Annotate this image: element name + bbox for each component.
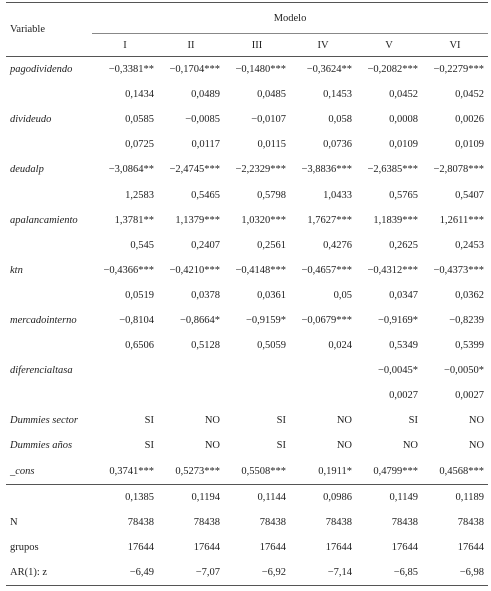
table-cell: 0,5349	[389, 340, 418, 352]
table-cell: 1,2611***	[439, 214, 485, 226]
table-cell: 0,0361	[257, 289, 286, 301]
table-cell: 1,1379***	[175, 214, 220, 226]
table-cell: −0,3624**	[306, 64, 352, 76]
table-cell: −0,0050*	[444, 365, 485, 377]
table-cell: 0,2407	[191, 239, 220, 251]
table-cell: 0,0027	[455, 390, 485, 402]
table-cell: 0,2625	[389, 239, 418, 251]
table-cell: 0,0347	[389, 289, 418, 301]
table-cell: −2,6385***	[367, 164, 418, 176]
row-label: ktn	[10, 264, 23, 276]
table-cell: 0,0115	[257, 139, 286, 151]
table-cell: −0,2279***	[433, 64, 485, 76]
table-row	[6, 182, 488, 207]
table-cell: 0,0736	[323, 139, 352, 151]
table-cell: 0,0725	[125, 139, 154, 151]
table-cell: 1,3781**	[114, 214, 154, 226]
table-cell: 0,4276	[323, 239, 352, 251]
table-cell: 0,0452	[455, 89, 485, 101]
table-cell: −2,8078***	[433, 164, 485, 176]
table-cell: −0,0045*	[377, 365, 418, 377]
table-cell: −0,0107	[251, 114, 286, 126]
row-label: AR(1): z	[10, 566, 48, 578]
table-cell: 0,3741***	[109, 465, 154, 477]
table-cell: 0,5465	[191, 189, 220, 201]
row-label: apalancamiento	[10, 214, 78, 226]
table-row	[6, 535, 488, 560]
table-cell: NO	[468, 440, 485, 452]
table-cell: 0,5508***	[241, 465, 286, 477]
row-label: grupos	[10, 541, 39, 553]
row-label: divideudo	[10, 114, 52, 126]
table-cell: 0,2453	[455, 239, 485, 251]
table-cell	[290, 358, 356, 383]
table-cell: −0,8104	[119, 314, 154, 326]
table-row	[6, 308, 488, 333]
table-cell: −0,0679***	[301, 314, 352, 326]
table-cell: 0,058	[328, 114, 352, 126]
table-cell: 17644	[457, 541, 485, 553]
table-cell: 1,2583	[125, 189, 154, 201]
table-cell: 1,0320***	[241, 214, 286, 226]
table-row	[6, 82, 488, 107]
table-cell: −0,0085	[185, 114, 220, 126]
table-cell: 78438	[193, 516, 220, 528]
table-cell	[224, 358, 290, 383]
table-cell: SI	[144, 440, 154, 452]
table-cell: −0,9169*	[377, 314, 418, 326]
table-body	[6, 57, 488, 586]
table-cell: 0,5059	[257, 340, 286, 352]
table-cell: 0,1911*	[318, 465, 352, 477]
table-cell: −0,8239	[449, 314, 485, 326]
table-cell: 0,5407	[455, 189, 485, 201]
table-cell: 17644	[127, 541, 154, 553]
table-cell: SI	[408, 415, 418, 427]
table-cell: −0,4657***	[301, 264, 352, 276]
table-cell: 0,5128	[191, 340, 220, 352]
table-row	[6, 157, 488, 182]
table-cell: 0,0986	[323, 491, 352, 503]
table-cell: NO	[336, 415, 352, 427]
table-cell: 17644	[193, 541, 220, 553]
table-cell: −0,9159*	[245, 314, 286, 326]
table-row	[6, 408, 488, 433]
table-cell	[158, 383, 224, 408]
table-cell: SI	[276, 440, 286, 452]
table-cell: 78438	[325, 516, 352, 528]
row-label: deudalp	[10, 164, 44, 176]
row-label: pagodividendo	[10, 64, 73, 76]
table-cell: −3,0864**	[108, 164, 154, 176]
table-row	[6, 233, 488, 258]
table-cell: 0,0362	[455, 289, 485, 301]
table-cell: −0,4366***	[103, 264, 154, 276]
table-cell: NO	[204, 415, 220, 427]
table-cell: 0,0585	[125, 114, 154, 126]
table-cell: 0,5765	[389, 189, 418, 201]
row-label	[6, 283, 92, 308]
table-row	[6, 358, 488, 383]
table-row	[6, 433, 488, 458]
table-cell: NO	[204, 440, 220, 452]
table-cell: −0,4312***	[367, 264, 418, 276]
column-header-ii: II	[187, 39, 195, 51]
table-cell: NO	[402, 440, 418, 452]
table-cell: 0,0109	[455, 139, 485, 151]
table-cell: −7,14	[327, 566, 352, 578]
table-cell: 17644	[391, 541, 418, 553]
table-cell: 0,1453	[323, 89, 352, 101]
column-header-vi: VI	[449, 39, 461, 51]
table-cell: NO	[468, 415, 485, 427]
table-cell: 0,0109	[389, 139, 418, 151]
variable-header: Variable	[6, 3, 92, 57]
row-label: Dummies sector	[10, 415, 78, 427]
column-header-i: I	[123, 39, 127, 51]
row-label	[6, 132, 92, 157]
column-header-iv: IV	[317, 39, 329, 51]
table-row	[6, 57, 488, 83]
table-cell: 0,6506	[125, 340, 154, 352]
table-cell: 0,5399	[455, 340, 485, 352]
table-cell: −0,1704***	[169, 64, 220, 76]
table-cell: 0,1434	[125, 89, 154, 101]
table-cell: 1,7627***	[307, 214, 352, 226]
table-cell: −6,98	[459, 566, 485, 578]
table-cell: −0,4148***	[235, 264, 286, 276]
table-cell: 0,4568***	[439, 465, 485, 477]
table-row	[6, 560, 488, 586]
table-cell: 0,4799***	[373, 465, 418, 477]
column-header-iii: III	[251, 39, 263, 51]
table-cell: 1,0433	[323, 189, 352, 201]
table-row	[6, 107, 488, 132]
row-label: N	[10, 516, 18, 528]
table-cell: −2,4745***	[169, 164, 220, 176]
table-cell: 17644	[325, 541, 352, 553]
table-cell: −0,4373***	[433, 264, 485, 276]
table-row	[6, 283, 488, 308]
table-cell: 0,545	[130, 239, 154, 251]
table-row	[6, 484, 488, 510]
table-cell: 0,0378	[191, 289, 220, 301]
table-cell: −6,49	[129, 566, 154, 578]
table-cell: 0,5273***	[175, 465, 220, 477]
table-cell: 1,1839***	[373, 214, 418, 226]
table-cell: 0,1194	[191, 491, 220, 503]
row-label: diferencialtasa	[10, 365, 73, 377]
table-cell: 0,5798	[257, 189, 286, 201]
table-cell: −0,1480***	[235, 64, 286, 76]
row-label	[6, 333, 92, 358]
table-cell: 0,0519	[125, 289, 154, 301]
table-cell: −3,8836***	[301, 164, 352, 176]
table-cell: 0,0485	[257, 89, 286, 101]
table-cell: 0,0008	[389, 114, 418, 126]
row-label	[6, 182, 92, 207]
table-cell	[92, 358, 158, 383]
table-row	[6, 459, 488, 485]
table-cell	[224, 383, 290, 408]
regression-table	[6, 2, 488, 586]
table-cell: −7,07	[195, 566, 220, 578]
table-cell: −6,85	[393, 566, 418, 578]
table-cell: −0,8664*	[179, 314, 220, 326]
row-label	[6, 233, 92, 258]
column-header-v: V	[385, 39, 393, 51]
table-cell: 0,1149	[389, 491, 418, 503]
table-cell: SI	[144, 415, 154, 427]
table-cell: SI	[276, 415, 286, 427]
row-label: _cons	[10, 465, 35, 477]
table-cell: 0,1189	[455, 491, 485, 503]
table-cell: −0,2082***	[367, 64, 418, 76]
table-row	[6, 510, 488, 535]
table-cell: 78438	[391, 516, 418, 528]
table-cell: 17644	[259, 541, 286, 553]
row-label: mercadointerno	[10, 314, 77, 326]
row-label	[6, 383, 92, 408]
table-cell: 0,1385	[125, 491, 154, 503]
table-cell: 0,0026	[455, 114, 485, 126]
row-label	[6, 82, 92, 107]
table-cell: 0,0489	[191, 89, 220, 101]
table-row	[6, 132, 488, 157]
table-cell: 0,024	[328, 340, 352, 352]
table-cell: −2,2329***	[235, 164, 286, 176]
table-cell: 0,0452	[389, 89, 418, 101]
table-cell: 78438	[457, 516, 485, 528]
table-cell: −0,4210***	[169, 264, 220, 276]
table-row	[6, 258, 488, 283]
table-cell: NO	[336, 440, 352, 452]
table-cell: 0,2561	[257, 239, 286, 251]
row-label	[6, 484, 92, 510]
table-cell	[92, 383, 158, 408]
table-cell: 0,0027	[389, 390, 418, 402]
table-cell	[290, 383, 356, 408]
table-row	[6, 383, 488, 408]
table-cell: 0,0117	[191, 139, 220, 151]
model-header: Modelo	[92, 3, 488, 34]
table-row	[6, 208, 488, 233]
table-cell	[158, 358, 224, 383]
table-cell: −0,3381**	[108, 64, 154, 76]
table-cell: 78438	[127, 516, 154, 528]
table-cell: 0,05	[333, 289, 352, 301]
row-label: Dummies años	[10, 440, 73, 452]
table-cell: 0,1144	[257, 491, 286, 503]
table-cell: 78438	[259, 516, 286, 528]
table-cell: −6,92	[261, 566, 286, 578]
table-row	[6, 333, 488, 358]
